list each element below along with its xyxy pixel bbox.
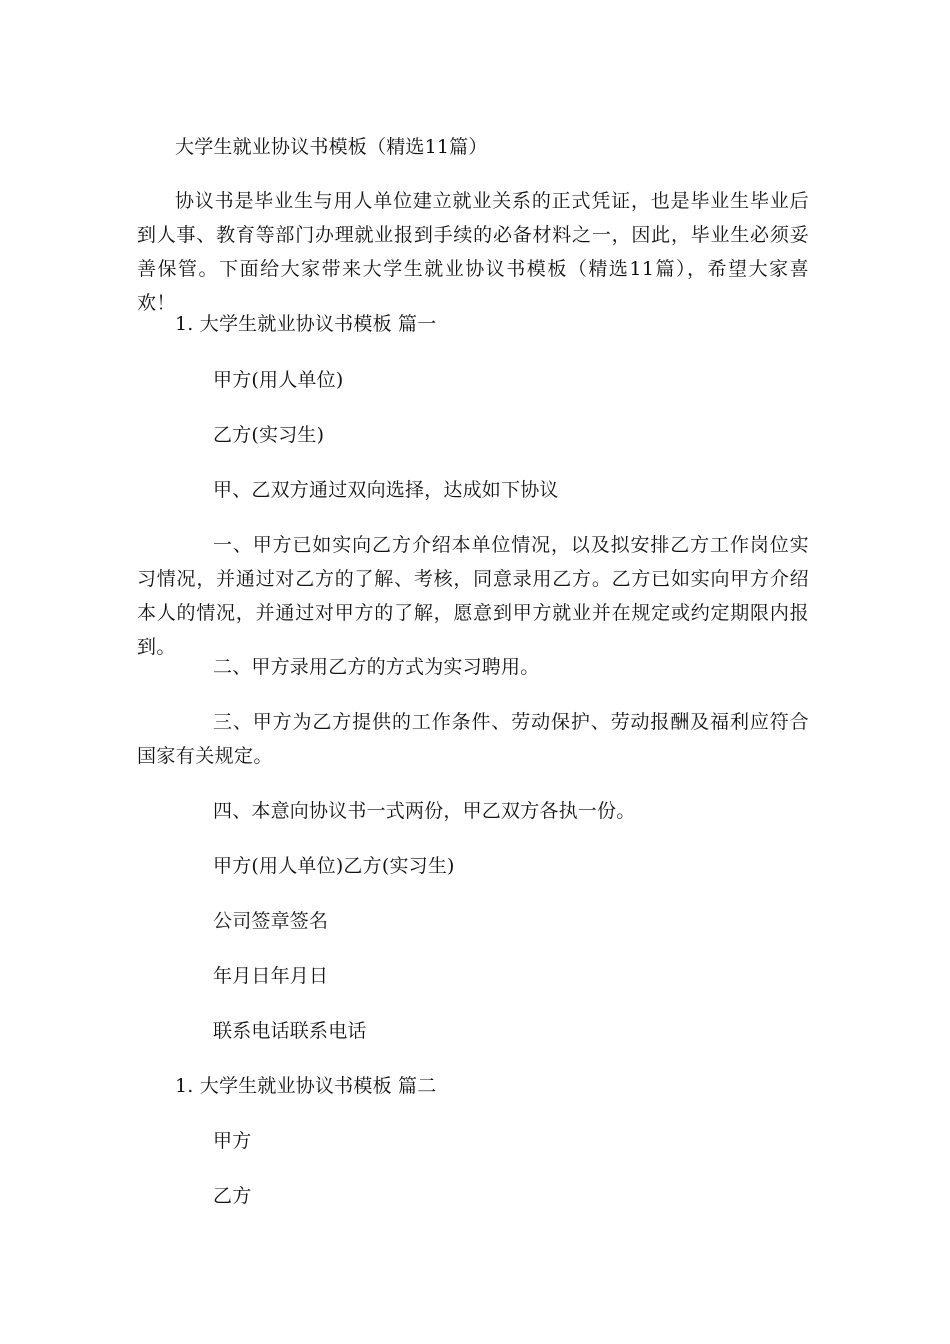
- section1-party-a: 甲方(用人单位): [213, 369, 344, 391]
- section1-agreement-intro: 甲、乙双方通过双向选择，达成如下协议: [213, 479, 559, 501]
- section1-sign-parties: 甲方(用人单位)乙方(实习生): [213, 855, 455, 877]
- section1-clause-3: 三、甲方为乙方提供的工作条件、劳动保护、劳动报酬及福利应符合国家有关规定。: [137, 711, 809, 767]
- section1-sign-phone: 联系电话联系电话: [213, 1020, 367, 1042]
- section1-sign-date: 年月日年月日: [213, 965, 329, 987]
- section2-party-b: 乙方: [213, 1185, 252, 1207]
- intro-paragraph: 协议书是毕业生与用人单位建立就业关系的正式凭证，也是毕业生毕业后到人事、教育等部门办理就业报到手续的必备材料之一，因此，毕业生必须妥善保管。下面给大家带来大学生就业协议书模板（精选11篇），希望大家喜欢！: [137, 190, 809, 314]
- section1-heading: 1. 大学生就业协议书模板 篇一: [175, 313, 437, 335]
- section1-clause-1: 一、甲方已如实向乙方介绍本单位情况，以及拟安排乙方工作岗位实习情况，并通过对乙方的了解、考核，同意录用乙方。乙方已如实向甲方介绍本人的情况，并通过对甲方的了解，愿意到甲方就业并在规定或约定期限内报到。: [137, 534, 809, 658]
- section1-clause-2: 二、甲方录用乙方的方式为实习聘用。: [213, 656, 540, 678]
- document-title: 大学生就业协议书模板（精选11篇）: [175, 136, 488, 158]
- section1-clause-4: 四、本意向协议书一式两份，甲乙双方各执一份。: [213, 800, 636, 822]
- section2-party-a: 甲方: [213, 1130, 252, 1152]
- section1-party-b: 乙方(实习生): [213, 424, 325, 446]
- section1-sign-seal: 公司签章签名: [213, 910, 329, 932]
- section2-heading: 1. 大学生就业协议书模板 篇二: [175, 1075, 437, 1097]
